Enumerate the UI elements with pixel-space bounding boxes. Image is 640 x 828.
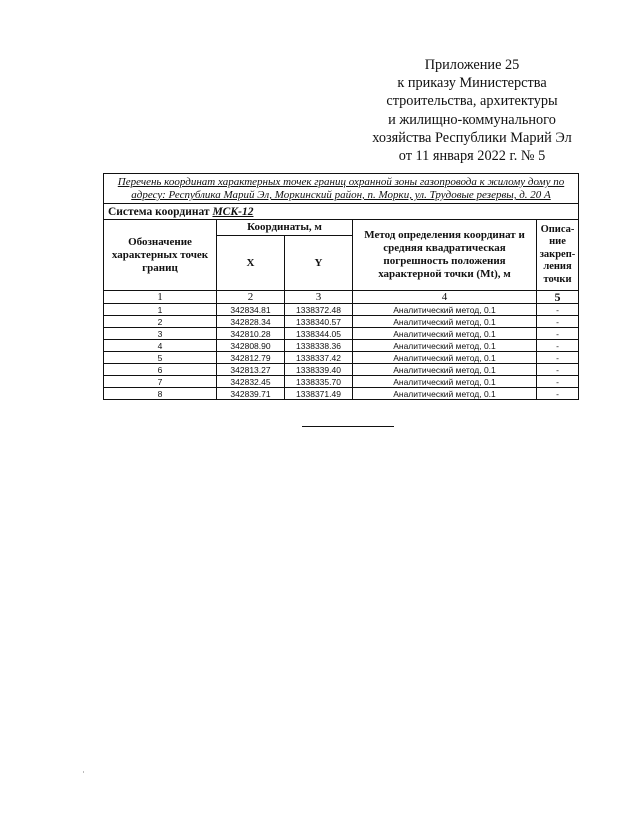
coordinate-system-label: Система координат (108, 205, 210, 218)
header-line: хозяйства Республики Марий Эл (372, 129, 572, 146)
table-row (104, 340, 579, 352)
signature-line (302, 426, 394, 427)
x-cell: 342808.90 (217, 340, 285, 352)
column-number: 2 (217, 291, 285, 304)
fixing-cell: - (537, 352, 579, 364)
method-cell: Аналитический метод, 0.1 (353, 376, 537, 388)
document-header (360, 56, 584, 165)
y-cell: 1338338.36 (285, 340, 353, 352)
point-cell: 4 (104, 340, 217, 352)
column-number: 4 (353, 291, 537, 304)
table-row (104, 364, 579, 376)
fixing-cell: - (537, 340, 579, 352)
header-line: к приказу Министерства (397, 75, 547, 92)
scan-speck (83, 771, 84, 773)
header-y: Y (285, 236, 353, 291)
coordinate-system-row (104, 204, 579, 220)
table-row (104, 388, 579, 400)
point-cell: 5 (104, 352, 217, 364)
y-cell: 1338371.49 (285, 388, 353, 400)
method-cell: Аналитический метод, 0.1 (353, 388, 537, 400)
header-point: Обозначение характерных точек границ (104, 220, 217, 291)
method-cell: Аналитический метод, 0.1 (353, 304, 537, 316)
fixing-cell: - (537, 376, 579, 388)
table-row (104, 304, 579, 316)
header-line: строительства, архитектуры (386, 93, 558, 110)
point-cell: 1 (104, 304, 217, 316)
header-fixing: Описа-ние закреп-ления точки (537, 220, 579, 291)
x-cell: 342839.71 (217, 388, 285, 400)
y-cell: 1338335.70 (285, 376, 353, 388)
point-cell: 7 (104, 376, 217, 388)
point-cell: 3 (104, 328, 217, 340)
header-x: X (217, 236, 285, 291)
coordinate-system-value: МСК-12 (212, 205, 254, 218)
header-line: и жилищно-коммунального (388, 111, 556, 128)
coordinates-table (103, 173, 579, 400)
table-caption: Перечень координат характерных точек границ охранной зоны газопровода к жилому дому по адресу: Республика Марий Эл, Моркинский район, п. Морки, ул. Трудовые резервы, д. 20 А (104, 174, 579, 204)
x-cell: 342812.79 (217, 352, 285, 364)
table-row (104, 352, 579, 364)
method-cell: Аналитический метод, 0.1 (353, 364, 537, 376)
x-cell: 342810.28 (217, 328, 285, 340)
fixing-cell: - (537, 316, 579, 328)
header-method: Метод определения координат и средняя квадратическая погрешность положения характерной точки (Mt), м (353, 220, 537, 291)
fixing-cell: - (537, 328, 579, 340)
header-coords: Координаты, м (217, 220, 353, 236)
table-row (104, 328, 579, 340)
column-number: 3 (285, 291, 353, 304)
fixing-cell: - (537, 388, 579, 400)
y-cell: 1338340.57 (285, 316, 353, 328)
method-cell: Аналитический метод, 0.1 (353, 340, 537, 352)
y-cell: 1338337.42 (285, 352, 353, 364)
method-cell: Аналитический метод, 0.1 (353, 328, 537, 340)
x-cell: 342834.81 (217, 304, 285, 316)
y-cell: 1338339.40 (285, 364, 353, 376)
fixing-cell: - (537, 364, 579, 376)
x-cell: 342828.34 (217, 316, 285, 328)
method-cell: Аналитический метод, 0.1 (353, 316, 537, 328)
point-cell: 8 (104, 388, 217, 400)
header-line: Приложение 25 (424, 57, 520, 73)
table-row (104, 316, 579, 328)
column-number: 1 (104, 291, 217, 304)
point-cell: 2 (104, 316, 217, 328)
fixing-cell: - (537, 304, 579, 316)
method-cell: Аналитический метод, 0.1 (353, 352, 537, 364)
column-number: 5 (537, 291, 579, 304)
header-line: от 11 января 2022 г. № 5 (398, 148, 546, 165)
y-cell: 1338344.05 (285, 328, 353, 340)
x-cell: 342813.27 (217, 364, 285, 376)
table-row (104, 376, 579, 388)
x-cell: 342832.45 (217, 376, 285, 388)
y-cell: 1338372.48 (285, 304, 353, 316)
point-cell: 6 (104, 364, 217, 376)
